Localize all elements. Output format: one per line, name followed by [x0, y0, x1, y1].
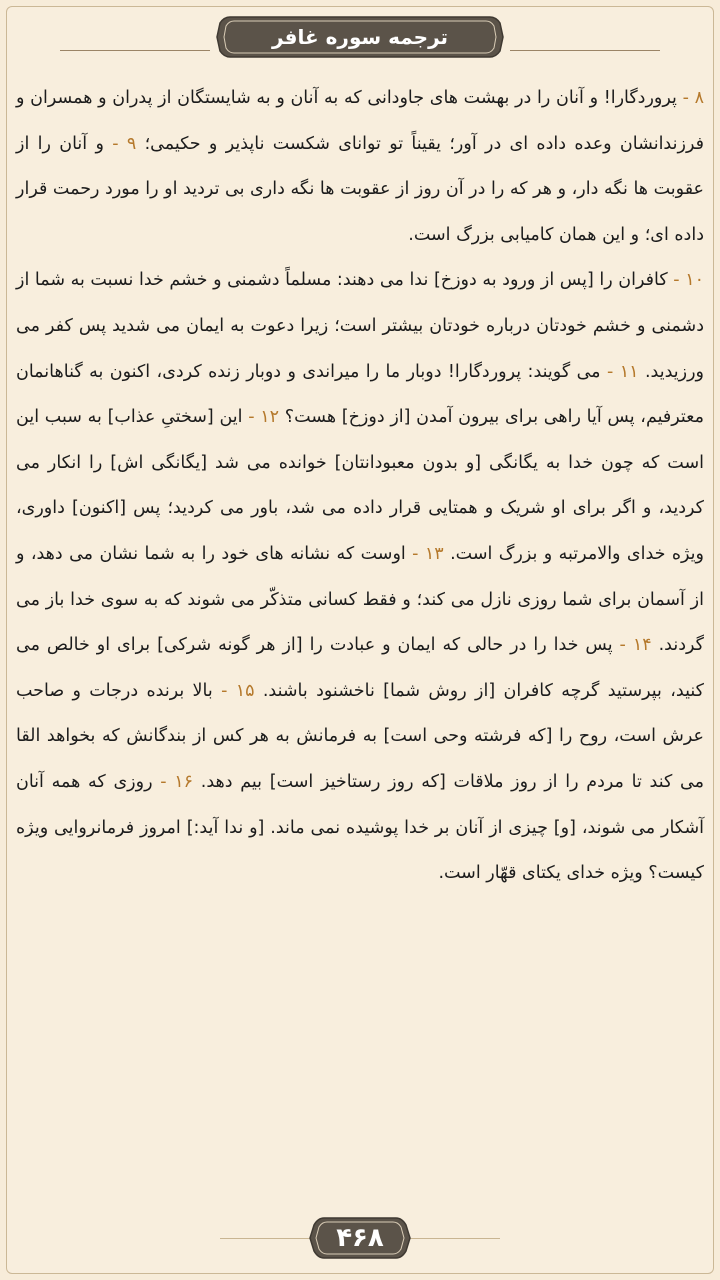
header-divider-right [510, 50, 660, 51]
verse-number: ۱۲ [260, 407, 280, 428]
verse-number: ۱۱ [619, 361, 639, 382]
verse-text: پروردگارا! و آنان را در بهشت های جاودانی که به آنان و به شایستگان از پدران و همسران و فرزندانشان وعده داده ای در آور؛ یقیناً تو توانای شکست ناپذیر و حکیمی؛ [16, 88, 704, 154]
verse-paragraph: ۱۰ - کافران را [پس از ورود به دوزخ] ندا می دهند: مسلماً دشمنی و خشم خدا نسبت به شما از دشمنی و خشم خودتان درباره خودتان بیشتر است؛ زیرا دعوت به ایمان می شدید پس کفر می ورزیدید. ۱۱ - می گویند: پروردگارا! دوبار ما را میراندی و دوبار زنده کردی، اکنون به گناهانمان معترفیم، پس آیا راهی برای بیرون آمدن [از دوزخ] هست؟ ۱۲ - این [سختیِ عذاب] به سبب این است که چون خدا به یگانگی [و بدون معبودانتان] خوانده می شد [یگانگی اش] را انکار می کردید، و اگر برای او شریک و همتایی قرار داده می شد، باور می کردید؛ پس [اکنون] داوری، ویژه خدای والامرتبه و بزرگ است. ۱۳ - اوست که نشانه های خود را به شما نشان می دهد، و از آسمان برای شما روزی نازل می کند؛ و فقط کسانی متذکّر می شوند که به سوی خدا باز می گردند. ۱۴ - پس خدا را در حالی که ایمان و عبادت را [از هر گونه شرکی] برای او خالص می کنید، بپرستید گرچه کافران [از روش شما] ناخشنود باشند. ۱۵ - بالا برنده درجات و صاحب عرش است، روح را [که فرشته وحی است] به فرمانش به هر کس از بندگانش که بخواهد القا می کند تا مردم را از روز ملاقات [که روز رستاخیز است] بیم دهد. ۱۶ - روزی که همه آنان آشکار می شوند، [و] چیزی از آنان بر خدا پوشیده نمی ماند. [و ندا آید:] امروز فرمانروایی ویژه کیست؟ ویژه خدای یکتای قهّار است. [16, 270, 704, 884]
verse-number: ۸ [694, 88, 704, 108]
page-number: ۴۶۸ [336, 1223, 384, 1253]
verse-text: این [سختیِ عذاب] به سبب این است که چون خدا به یگانگی [و بدون معبودانتان] خوانده می شد [یگانگی اش] را انکار می کردید، و اگر برای او شریک و همتایی قرار داده می شد، باور می کردید؛ پس [اکنون] داوری، ویژه خدای والامرتبه و بزرگ است. [16, 407, 704, 564]
verse-paragraph: ۸ - پروردگارا! و آنان را در بهشت های جاودانی که به آنان و به شایستگان از پدران و همسران و فرزندانشان وعده داده ای در آور؛ یقیناً تو توانای شکست ناپذیر و حکیمی؛ ۹ - و آنان را از عقوبت ها نگه دار، و هر که را در آن روز از عقوبت ها نگه داری بی تردید او را مورد رحمت قرار داده ای؛ و این همان کامیابی بزرگ است. [16, 88, 704, 245]
footer-divider-right [410, 1238, 500, 1239]
page-title: ترجمه سوره غافر [271, 25, 449, 49]
header-divider-left [60, 50, 210, 51]
translation-text [16, 76, 704, 897]
verse-text: کافران را [پس از ورود به دوزخ] ندا می دهند: مسلماً دشمنی و خشم خدا نسبت به شما از دشمنی و خشم خودتان درباره خودتان بیشتر است؛ زیرا دعوت به ایمان می شدید پس کفر می ورزیدید. [16, 270, 704, 382]
verse-number: ۱۳ [424, 543, 444, 564]
verse-text: بالا برنده درجات و صاحب عرش است، روح را [که فرشته وحی است] به فرمانش به هر کس از بندگانش که بخواهد القا می کند تا مردم را از روز ملاقات [که روز رستاخیز است] بیم دهد. [16, 680, 704, 792]
verse-text: می گویند: پروردگارا! دوبار ما را میراندی و دوبار زنده کردی، اکنون به گناهانمان معترفیم، پس آیا راهی برای بیرون آمدن [از دوزخ] هست؟ [16, 361, 704, 428]
verse-number: ۱۰ [685, 270, 704, 291]
verse-number: ۹ [126, 133, 137, 154]
verse-number: ۱۶ [174, 771, 194, 792]
verse-text: اوست که نشانه های خود را به شما نشان می دهد، و از آسمان برای شما روزی نازل می کند؛ و فقط کسانی متذکّر می شوند که به سوی خدا باز می گردند. [16, 543, 704, 656]
verse-number: ۱۴ [632, 635, 652, 656]
title-badge [216, 16, 504, 58]
verse-text: روزی که همه آنان آشکار می شوند، [و] چیزی از آنان بر خدا پوشیده نمی ماند. [و ندا آید:] امروز فرمانروایی ویژه کیست؟ ویژه خدای یکتای قهّار است. [16, 771, 704, 884]
verse-number: ۱۵ [235, 680, 255, 701]
footer-divider-left [220, 1238, 310, 1239]
footer [0, 1214, 720, 1262]
verse-text: پس خدا را در حالی که ایمان و عبادت را [از هر گونه شرکی] برای او خالص می کنید، بپرستید گرچه کافران [از روش شما] ناخشنود باشند. [16, 635, 704, 701]
header [0, 14, 720, 60]
page-number-badge [308, 1216, 412, 1260]
verse-text: و آنان را از عقوبت ها نگه دار، و هر که را در آن روز از عقوبت ها نگه داری بی تردید او را مورد رحمت قرار داده ای؛ و این همان کامیابی بزرگ است. [16, 133, 704, 245]
